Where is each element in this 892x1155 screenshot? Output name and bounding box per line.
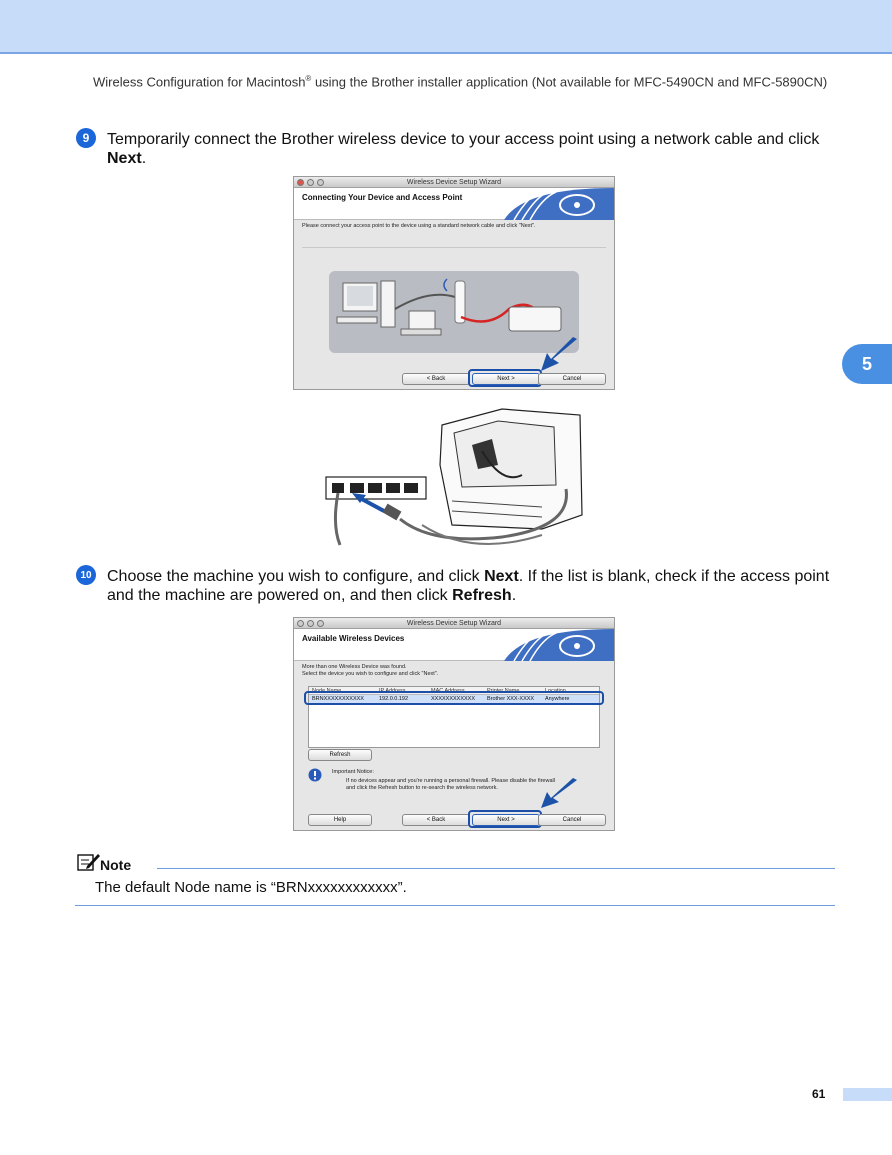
column-printer-name: Printer Name	[487, 688, 520, 694]
dialog-heading: Available Wireless Devices	[302, 634, 405, 643]
dialog-banner	[294, 629, 614, 661]
note-text: The default Node name is “BRNxxxxxxxxxxxx”.	[95, 879, 407, 896]
dialog-window-title: Wireless Device Setup Wizard	[406, 620, 502, 627]
dialog-banner	[294, 188, 614, 220]
refresh-button[interactable]: Refresh	[308, 749, 372, 761]
notice-line-2: and click the Refresh button to re-search the wireless network.	[346, 785, 498, 791]
divider	[302, 247, 606, 248]
step-10-text: Choose the machine you wish to configure, and click Next. If the list is blank, check if the access point and the machine are powered on, and then click Refresh.	[107, 568, 830, 604]
cable-connection-illustration	[322, 405, 588, 551]
cell-mac-address: XXXXXXXXXXXX	[431, 696, 476, 702]
dialog-line-1: More than one Wireless Device was found.	[302, 664, 407, 670]
column-ip-address: IP Address	[379, 688, 406, 694]
step-marker-10: 10	[76, 565, 96, 585]
note-bottom-rule	[75, 905, 835, 906]
dialog-titlebar	[294, 618, 614, 629]
connect-dialog-screenshot	[293, 176, 615, 390]
note-rule	[157, 868, 835, 869]
arrow-pointer-icon	[539, 337, 579, 373]
step-marker-9: 9	[76, 128, 96, 148]
note-heading: Note	[100, 857, 132, 873]
column-node-name: Node Name	[312, 688, 342, 694]
next-button[interactable]: Next >	[472, 814, 540, 826]
dialog-instruction: Please connect your access point to the device using a standard network cable and click "Next".	[302, 223, 536, 229]
page-number: 61	[812, 1087, 826, 1101]
step-9-text: Temporarily connect the Brother wireless device to your access point using a network cable and click Next.	[107, 131, 820, 167]
device-list-dialog-screenshot	[293, 617, 615, 831]
dialog-titlebar	[294, 177, 614, 188]
cancel-button[interactable]: Cancel	[538, 373, 606, 385]
cell-node-name: BRNXXXXXXXXXXX	[312, 696, 364, 702]
cancel-button[interactable]: Cancel	[538, 814, 606, 826]
dialog-heading: Connecting Your Device and Access Point	[302, 193, 463, 202]
page-number-bar	[843, 1088, 892, 1101]
next-button[interactable]: Next >	[472, 373, 540, 385]
header-band	[0, 0, 892, 54]
running-header: Wireless Configuration for Macintosh® using the Brother installer application (Not available for MFC-5490CN and MFC-5890CN)	[93, 74, 828, 90]
selected-row-highlight	[304, 691, 604, 705]
arrow-pointer-icon	[539, 778, 579, 810]
help-button[interactable]: Help	[308, 814, 372, 826]
dialog-window-title: Wireless Device Setup Wizard	[406, 179, 502, 186]
back-button[interactable]: < Back	[402, 373, 470, 385]
column-location: Location	[545, 688, 566, 694]
next-highlight	[468, 369, 542, 387]
next-highlight	[468, 810, 542, 828]
back-button[interactable]: < Back	[402, 814, 470, 826]
note-pencil-icon	[77, 852, 101, 872]
wireless-logo-icon	[484, 188, 614, 220]
chapter-tab: 5	[842, 344, 892, 384]
column-mac-address: MAC Address	[431, 688, 465, 694]
cell-location: Anywhere	[545, 696, 570, 702]
info-icon	[308, 768, 322, 782]
wireless-logo-icon	[484, 629, 614, 661]
cell-printer-name: Brother XXX-XXXX	[487, 696, 535, 702]
cell-ip-address: 192.0.0.192	[379, 696, 409, 702]
notice-title: Important Notice:	[332, 769, 374, 775]
dialog-line-2: Select the device you wish to configure and click "Next".	[302, 671, 439, 677]
notice-line-1: If no devices appear and you're running a personal firewall. Please disable the firewall	[346, 778, 555, 784]
